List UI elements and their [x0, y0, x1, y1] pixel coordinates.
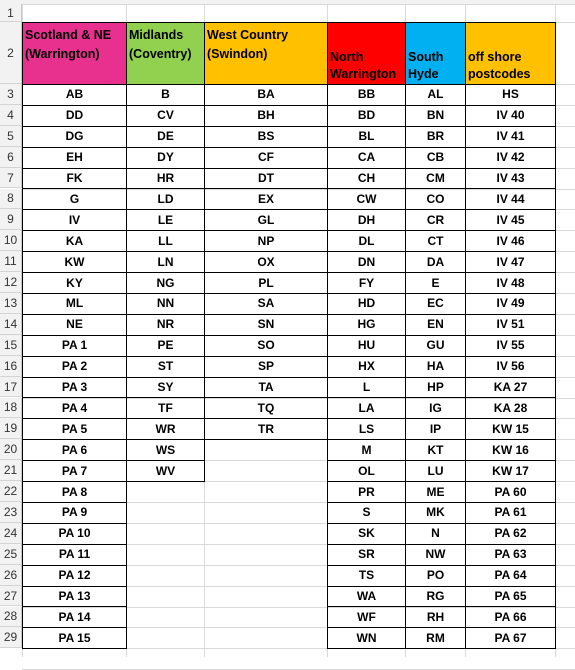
- row-header[interactable]: 25: [0, 544, 22, 565]
- data-cell[interactable]: HG: [327, 314, 406, 336]
- data-cell[interactable]: CR: [405, 209, 466, 231]
- data-cell[interactable]: BD: [327, 105, 406, 127]
- data-cell[interactable]: BH: [204, 105, 328, 127]
- row-header[interactable]: 4: [0, 105, 22, 126]
- data-cell[interactable]: AB: [22, 84, 127, 106]
- data-cell[interactable]: CO: [405, 189, 466, 211]
- data-cell[interactable]: TA: [204, 377, 328, 399]
- data-cell[interactable]: IV 43: [465, 168, 556, 190]
- data-cell[interactable]: CT: [405, 230, 466, 252]
- data-cell[interactable]: DG: [22, 126, 127, 148]
- data-cell[interactable]: ME: [405, 481, 466, 503]
- data-cell[interactable]: PA 61: [465, 502, 556, 524]
- data-cell[interactable]: ST: [126, 356, 205, 378]
- data-cell[interactable]: DD: [22, 105, 127, 127]
- data-cell[interactable]: PA 3: [22, 377, 127, 399]
- data-cell[interactable]: LD: [126, 189, 205, 211]
- data-cell[interactable]: SR: [327, 544, 406, 566]
- data-cell[interactable]: IV: [22, 209, 127, 231]
- header-label: North Warrington: [330, 50, 397, 81]
- data-cell[interactable]: HA: [405, 356, 466, 378]
- header-label: West Country (Swindon): [207, 28, 289, 61]
- data-cell[interactable]: PL: [204, 272, 328, 294]
- header-label: off shore postcodes: [468, 50, 531, 81]
- data-cell[interactable]: NW: [405, 544, 466, 566]
- data-cell[interactable]: PA 13: [22, 586, 127, 608]
- row-header[interactable]: 6: [0, 147, 22, 168]
- data-cell[interactable]: KW 17: [465, 460, 556, 482]
- data-cell[interactable]: IV 45: [465, 209, 556, 231]
- data-cell[interactable]: SO: [204, 335, 328, 357]
- header-cell[interactable]: [126, 22, 205, 85]
- header-cell[interactable]: [465, 22, 556, 85]
- row-header[interactable]: 3: [0, 84, 22, 105]
- data-cell[interactable]: KT: [405, 439, 466, 461]
- data-cell[interactable]: BS: [204, 126, 328, 148]
- data-cell[interactable]: WS: [126, 439, 205, 461]
- row-header[interactable]: 29: [0, 627, 22, 648]
- header-cell[interactable]: [405, 22, 466, 85]
- data-cell[interactable]: E: [405, 272, 466, 294]
- data-cell[interactable]: HU: [327, 335, 406, 357]
- row-header[interactable]: 5: [0, 126, 22, 147]
- data-cell[interactable]: KY: [22, 272, 127, 294]
- data-cell[interactable]: BR: [405, 126, 466, 148]
- row-header[interactable]: 26: [0, 565, 22, 586]
- data-cell[interactable]: TS: [327, 565, 406, 587]
- row-header[interactable]: 15: [0, 335, 22, 356]
- data-cell[interactable]: EH: [22, 147, 127, 169]
- data-cell[interactable]: CH: [327, 168, 406, 190]
- data-cell[interactable]: CB: [405, 147, 466, 169]
- data-cell[interactable]: L: [327, 377, 406, 399]
- data-cell[interactable]: PA 6: [22, 439, 127, 461]
- data-cell[interactable]: CV: [126, 105, 205, 127]
- data-cell[interactable]: LU: [405, 460, 466, 482]
- data-cell[interactable]: IV 51: [465, 314, 556, 336]
- data-cell[interactable]: PA 9: [22, 502, 127, 524]
- row-header[interactable]: 27: [0, 586, 22, 607]
- data-cell[interactable]: NE: [22, 314, 127, 336]
- data-cell[interactable]: GU: [405, 335, 466, 357]
- data-cell[interactable]: IV 42: [465, 147, 556, 169]
- data-cell[interactable]: EN: [405, 314, 466, 336]
- data-cell[interactable]: MK: [405, 502, 466, 524]
- data-cell[interactable]: RG: [405, 586, 466, 608]
- data-cell[interactable]: IV 49: [465, 293, 556, 315]
- data-cell[interactable]: NR: [126, 314, 205, 336]
- row-header[interactable]: 2: [0, 22, 22, 84]
- header-label: Midlands (Coventry): [129, 28, 192, 61]
- data-cell[interactable]: DT: [204, 168, 328, 190]
- row-header[interactable]: 20: [0, 439, 22, 460]
- data-cell[interactable]: PA 66: [465, 607, 556, 629]
- data-cell[interactable]: PA 14: [22, 607, 127, 629]
- data-cell[interactable]: EC: [405, 293, 466, 315]
- data-cell[interactable]: PR: [327, 481, 406, 503]
- data-cell[interactable]: WR: [126, 418, 205, 440]
- data-cell[interactable]: WF: [327, 607, 406, 629]
- data-cell[interactable]: IV 55: [465, 335, 556, 357]
- data-cell[interactable]: PA 63: [465, 544, 556, 566]
- data-cell[interactable]: KA 28: [465, 398, 556, 420]
- data-cell[interactable]: PO: [405, 565, 466, 587]
- data-cell[interactable]: BB: [327, 84, 406, 106]
- header-cell[interactable]: [204, 22, 328, 85]
- row-header[interactable]: 17: [0, 377, 22, 398]
- row-header[interactable]: 21: [0, 460, 22, 481]
- data-cell[interactable]: SK: [327, 523, 406, 545]
- data-cell[interactable]: KW 15: [465, 418, 556, 440]
- data-cell[interactable]: BA: [204, 84, 328, 106]
- row-header[interactable]: 1: [0, 4, 22, 22]
- header-cell[interactable]: [327, 22, 406, 85]
- data-cell[interactable]: TQ: [204, 398, 328, 420]
- data-cell[interactable]: S: [327, 502, 406, 524]
- row-header[interactable]: 16: [0, 356, 22, 377]
- data-cell[interactable]: N: [405, 523, 466, 545]
- data-cell[interactable]: PA 62: [465, 523, 556, 545]
- row-header[interactable]: 19: [0, 418, 22, 439]
- data-cell[interactable]: ML: [22, 293, 127, 315]
- row-header[interactable]: 8: [0, 189, 22, 210]
- row-header[interactable]: 18: [0, 398, 22, 419]
- row-header[interactable]: 10: [0, 230, 22, 251]
- data-cell[interactable]: SP: [204, 356, 328, 378]
- data-cell[interactable]: IV 40: [465, 105, 556, 127]
- data-cell[interactable]: HD: [327, 293, 406, 315]
- data-cell[interactable]: B: [126, 84, 205, 106]
- data-cell[interactable]: DH: [327, 209, 406, 231]
- data-cell[interactable]: KW 16: [465, 439, 556, 461]
- data-cell[interactable]: PA 5: [22, 418, 127, 440]
- data-cell[interactable]: LE: [126, 209, 205, 231]
- data-cell[interactable]: KA 27: [465, 377, 556, 399]
- data-cell[interactable]: PA 12: [22, 565, 127, 587]
- data-cell[interactable]: IG: [405, 398, 466, 420]
- row-header[interactable]: 12: [0, 272, 22, 293]
- data-cell[interactable]: HX: [327, 356, 406, 378]
- data-cell[interactable]: HR: [126, 168, 205, 190]
- data-cell[interactable]: CA: [327, 147, 406, 169]
- row-header[interactable]: 13: [0, 293, 22, 314]
- row-header[interactable]: 23: [0, 502, 22, 523]
- header-label: Scotland & NE (Warrington): [25, 28, 112, 61]
- data-cell[interactable]: KW: [22, 251, 127, 273]
- row-header[interactable]: 7: [0, 168, 22, 189]
- data-cell[interactable]: IP: [405, 418, 466, 440]
- data-cell[interactable]: PA 65: [465, 586, 556, 608]
- header-cell[interactable]: [22, 22, 127, 85]
- data-cell[interactable]: IV 46: [465, 230, 556, 252]
- data-cell[interactable]: AL: [405, 84, 466, 106]
- data-cell[interactable]: DY: [126, 147, 205, 169]
- data-cell[interactable]: RM: [405, 627, 466, 649]
- data-cell[interactable]: G: [22, 189, 127, 211]
- data-cell[interactable]: PA 15: [22, 627, 127, 649]
- data-cell[interactable]: IV 56: [465, 356, 556, 378]
- data-cell[interactable]: IV 44: [465, 189, 556, 211]
- data-cell[interactable]: SY: [126, 377, 205, 399]
- data-cell[interactable]: IV 47: [465, 251, 556, 273]
- data-cell[interactable]: SN: [204, 314, 328, 336]
- data-cell[interactable]: PE: [126, 335, 205, 357]
- data-cell[interactable]: PA 7: [22, 460, 127, 482]
- data-cell[interactable]: PA 10: [22, 523, 127, 545]
- data-cell[interactable]: PA 8: [22, 481, 127, 503]
- data-cell[interactable]: DL: [327, 230, 406, 252]
- data-cell[interactable]: NP: [204, 230, 328, 252]
- data-cell[interactable]: LL: [126, 230, 205, 252]
- data-cell[interactable]: PA 11: [22, 544, 127, 566]
- data-cell[interactable]: OX: [204, 251, 328, 273]
- data-cell[interactable]: IV 41: [465, 126, 556, 148]
- data-cell[interactable]: PA 64: [465, 565, 556, 587]
- data-cell[interactable]: WV: [126, 460, 205, 482]
- data-cell[interactable]: FY: [327, 272, 406, 294]
- data-cell[interactable]: FK: [22, 168, 127, 190]
- data-cell[interactable]: HS: [465, 84, 556, 106]
- data-cell[interactable]: HP: [405, 377, 466, 399]
- row-header[interactable]: 28: [0, 607, 22, 628]
- data-cell[interactable]: DE: [126, 126, 205, 148]
- data-cell[interactable]: LN: [126, 251, 205, 273]
- data-cell[interactable]: PA 60: [465, 481, 556, 503]
- data-cell[interactable]: EX: [204, 189, 328, 211]
- data-cell[interactable]: GL: [204, 209, 328, 231]
- data-cell[interactable]: WA: [327, 586, 406, 608]
- data-cell[interactable]: CW: [327, 189, 406, 211]
- data-cell[interactable]: LA: [327, 398, 406, 420]
- row-header[interactable]: 11: [0, 251, 22, 272]
- header-label: South Hyde: [408, 50, 444, 81]
- data-cell[interactable]: SA: [204, 293, 328, 315]
- data-cell[interactable]: NG: [126, 272, 205, 294]
- row-header[interactable]: 22: [0, 481, 22, 502]
- data-cell[interactable]: M: [327, 439, 406, 461]
- data-cell[interactable]: NN: [126, 293, 205, 315]
- data-cell[interactable]: BL: [327, 126, 406, 148]
- data-cell[interactable]: CM: [405, 168, 466, 190]
- data-cell[interactable]: CF: [204, 147, 328, 169]
- gridline-horizontal: [22, 4, 575, 5]
- data-cell[interactable]: RH: [405, 607, 466, 629]
- data-cell[interactable]: IV 48: [465, 272, 556, 294]
- data-cell[interactable]: LS: [327, 418, 406, 440]
- data-cell[interactable]: PA 1: [22, 335, 127, 357]
- data-cell[interactable]: PA 2: [22, 356, 127, 378]
- data-cell[interactable]: OL: [327, 460, 406, 482]
- data-cell[interactable]: BN: [405, 105, 466, 127]
- data-cell[interactable]: PA 67: [465, 627, 556, 649]
- data-cell[interactable]: KA: [22, 230, 127, 252]
- row-header[interactable]: 14: [0, 314, 22, 335]
- data-cell[interactable]: WN: [327, 627, 406, 649]
- row-header[interactable]: 9: [0, 209, 22, 230]
- data-cell[interactable]: PA 4: [22, 398, 127, 420]
- data-cell[interactable]: TR: [204, 418, 328, 440]
- data-cell[interactable]: TF: [126, 398, 205, 420]
- data-cell[interactable]: DA: [405, 251, 466, 273]
- data-cell[interactable]: DN: [327, 251, 406, 273]
- row-header[interactable]: 24: [0, 523, 22, 544]
